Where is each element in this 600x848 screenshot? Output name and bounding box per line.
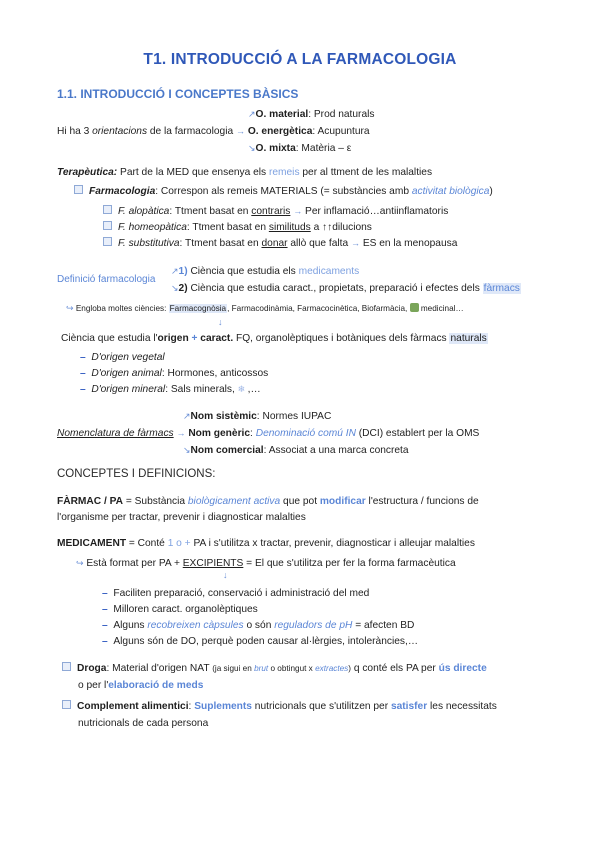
farmacologia-homeopatica: F. homeopàtica: Ttment basat en similituds a ↑↑dilucions: [103, 221, 372, 234]
ciencia-line: Ciència que estudia l'origen + caract. FQ, organolèptiques i botàniques dels fàrmacs naturals: [61, 333, 487, 344]
excipient-item: – Alguns recobreixen càpsules o són reguladors de pH = afecten BD: [102, 620, 415, 631]
bullet-square-icon: [103, 205, 112, 214]
origen-vegetal: – D'origen vegetal: [80, 352, 165, 363]
origen-animal: – D'origen animal: Hormones, anticossos: [80, 368, 269, 379]
complement-line2: nutricionals de cada persona: [78, 718, 209, 729]
section-heading-intro: 1.1. INTRODUCCIÓ I CONCEPTES BÀSICS: [57, 87, 299, 101]
farmacologia-alopatica: F. alopàtica: Ttment basat en contraris → Per inflamació…antiinflamatoris: [103, 205, 448, 218]
excipient-item: – Milloren caract. organolèptiques: [102, 604, 258, 615]
orientation-mixta: ↘O. mixta: Matèria – ε: [248, 143, 352, 154]
bullet-square-icon: [74, 185, 83, 194]
terapeutica-definition: Terapèutica: Part de la MED que ensenya els remeis per al ttment de les malalties: [57, 167, 433, 178]
arrow-down-right-icon: ↘: [171, 283, 179, 293]
arrow-up-right-icon: ↗: [171, 266, 179, 276]
arrow-right-icon: →: [235, 126, 245, 136]
curved-arrow-icon: ↪: [76, 558, 84, 568]
farmacologia-definition: Farmacologia: Correspon als remeis MATERIALS (= substàncies amb activitat biològica): [74, 185, 493, 198]
farmac-definition: FÀRMAC / PA = Substància biològicament activa que pot modificar l'estructura / funcions de l'organisme per tractar, prevenir i diagnosticar malalties: [57, 496, 479, 523]
excipient-item: – Alguns són de DO, perquè poden causar al·lèrgies, intoleràncies,…: [102, 636, 419, 647]
crystal-icon: ❄: [237, 384, 246, 394]
farmacologia-substitutiva: F. substitutiva: Ttment basat en donar allò que falta → ES en la menopausa: [103, 237, 457, 250]
format-line: ↪ Està format per PA + EXCIPIENTS = El que s'utilitza per fer la forma farmacèutica: [76, 558, 456, 569]
nomenclatura-line: Nomenclatura de fàrmacs → Nom genèric: Denominació comú IN (DCI) establert per la OMS: [57, 428, 480, 439]
arrow-down-icon: ↓: [218, 317, 223, 327]
nom-sistemic: ↗Nom sistèmic: Normes IUPAC: [183, 411, 332, 422]
section-heading-conceptes: CONCEPTES I DEFINICIONS:: [57, 468, 216, 480]
arrow-down-icon: ↓: [223, 570, 228, 580]
orientations-line: Hi ha 3 orientacions de la farmacologia → O. energètica: Acupuntura: [57, 126, 370, 137]
origen-mineral: – D'origen mineral: Sals minerals, ❄ ,…: [80, 384, 261, 395]
arrow-down-right-icon: ↘: [248, 143, 256, 153]
engloba-line: ↪ Engloba moltes ciències: Farmacognòsia, Farmacodinàmia, Farmacocinètica, Biofarmàcia, medicinal…: [66, 303, 464, 313]
definition-1: ↗1) Ciència que estudia els medicaments: [171, 266, 360, 277]
definition-label: Definició farmacologia: [57, 274, 156, 285]
bullet-square-icon: [62, 700, 71, 709]
arrow-up-right-icon: ↗: [183, 411, 191, 421]
bullet-square-icon: [103, 237, 112, 246]
medicament-definition: MEDICAMENT = Conté 1 o + PA i s'utilitza x tractar, prevenir, diagnosticar i alleujar malalties: [57, 538, 475, 549]
arrow-right-icon: →: [176, 428, 186, 438]
nom-comercial: ↘Nom comercial: Associat a una marca concreta: [183, 445, 409, 456]
plant-icon: [410, 303, 419, 312]
arrow-down-right-icon: ↘: [183, 445, 191, 455]
droga-definition: Droga: Material d'origen NAT (ja sigui en brut o obtingut x extractes) q conté els PA per ús directe: [62, 662, 487, 675]
arrow-right-icon: →: [350, 238, 360, 248]
dash-bullet: –: [80, 368, 86, 379]
orientation-material: ↗O. material: Prod naturals: [248, 109, 375, 120]
bullet-square-icon: [62, 662, 71, 671]
dash-bullet: –: [80, 352, 86, 363]
arrow-up-right-icon: ↗: [248, 109, 256, 119]
arrow-right-icon: →: [293, 206, 303, 216]
dash-bullet: –: [80, 384, 86, 395]
complement-definition: Complement alimentici: Suplements nutricionals que s'utilitzen per satisfer les necessitats: [62, 700, 542, 713]
definition-2: ↘2) Ciència que estudia caract., propietats, preparació i efectes dels fàrmacs: [171, 283, 520, 294]
page-title: T1. INTRODUCCIÓ A LA FARMACOLOGIA: [143, 51, 457, 68]
curved-arrow-icon: ↪: [66, 303, 74, 313]
excipient-item: – Faciliten preparació, conservació i administració del med: [102, 588, 370, 599]
droga-line2: o per l'elaboració de meds: [78, 680, 204, 691]
bullet-square-icon: [103, 221, 112, 230]
